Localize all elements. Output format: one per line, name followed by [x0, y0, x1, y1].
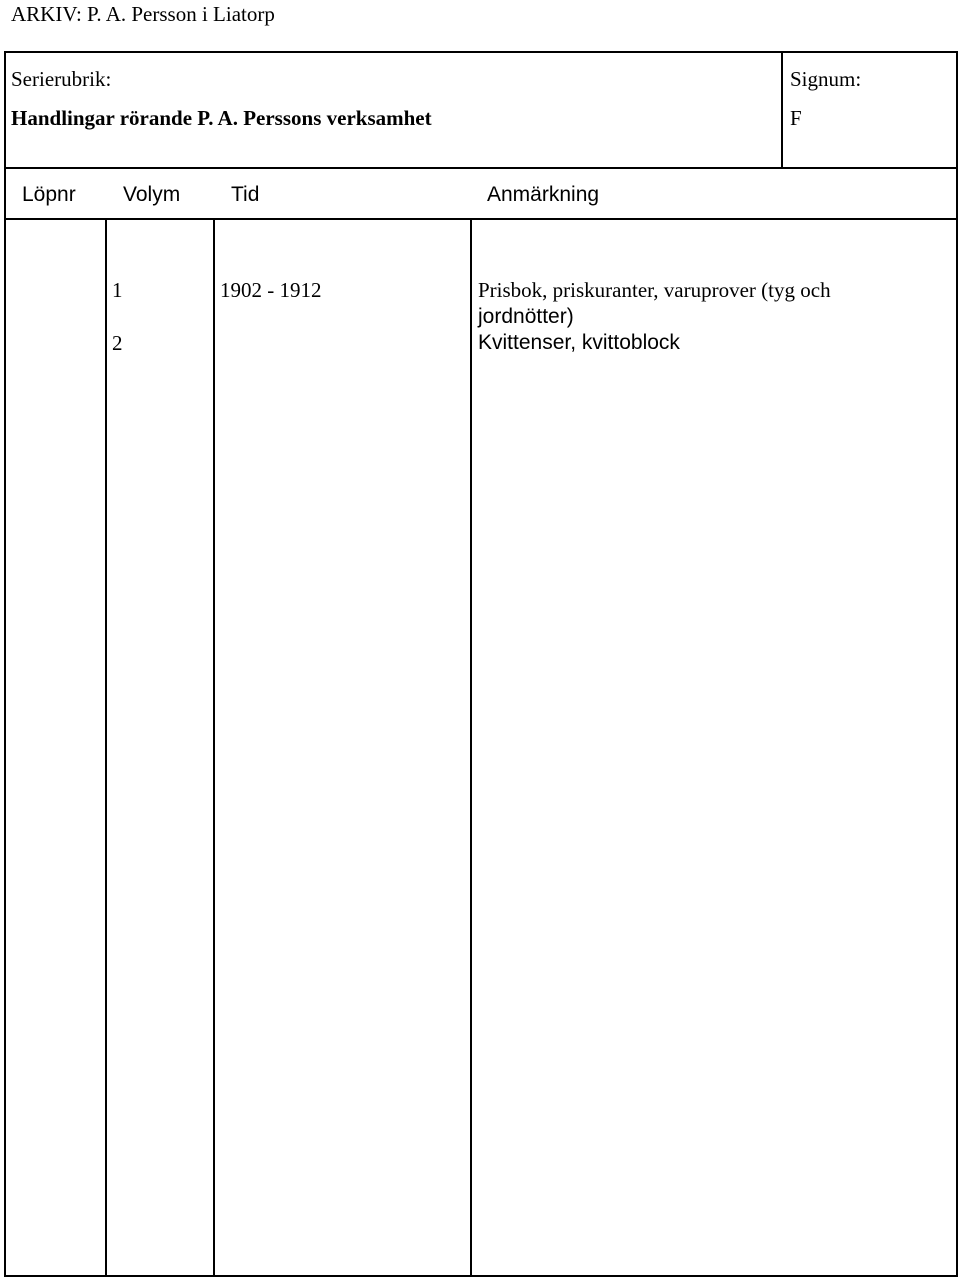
row-volym: 1 — [112, 278, 123, 302]
header-left-border — [4, 51, 6, 220]
signum-label: Signum: — [790, 67, 862, 91]
column-header-anmarkning: Anmärkning — [487, 183, 600, 206]
row-volym: 2 — [112, 331, 123, 355]
column-divider-volym-tid — [213, 218, 215, 1277]
column-header-lopnr: Löpnr — [22, 183, 76, 206]
row-anmarkning-line2: jordnötter) — [478, 305, 574, 328]
table-bottom-border — [4, 1275, 958, 1277]
header-bottom-border — [4, 167, 958, 169]
row-anmarkning-line1: Prisbok, priskuranter, varuprover (tyg och — [478, 278, 831, 302]
column-header-volym: Volym — [123, 183, 181, 206]
signum-value: F — [790, 106, 802, 130]
serierubrik-value: Handlingar rörande P. A. Perssons verksamhet — [11, 106, 432, 130]
archive-title: ARKIV: P. A. Persson i Liatorp — [11, 2, 275, 26]
column-divider-tid-anmarkning — [470, 218, 472, 1277]
header-right-border — [956, 51, 958, 1277]
signum-divider — [781, 51, 783, 169]
column-divider-lopnr-volym — [105, 218, 107, 1277]
column-header-tid: Tid — [231, 183, 260, 206]
serierubrik-label: Serierubrik: — [11, 67, 112, 91]
column-header-bottom-border — [4, 218, 958, 220]
row-tid: 1902 - 1912 — [220, 278, 322, 302]
table-left-border — [4, 218, 6, 1277]
header-top-border — [4, 51, 958, 53]
row-anmarkning-line1: Kvittenser, kvittoblock — [478, 331, 680, 354]
